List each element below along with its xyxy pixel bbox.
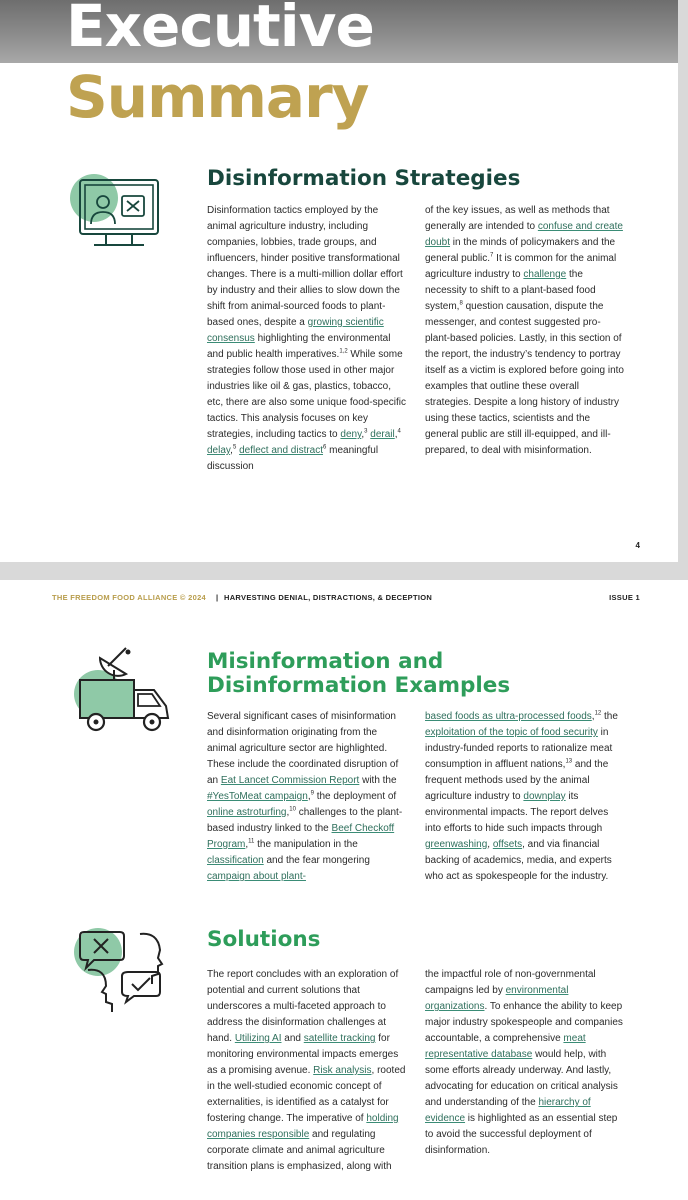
- text-run: The report concludes with an exploration of potential and current solutions that underscores a multi-faceted approach to address the disinformation challenges at hand.: [207, 969, 399, 1044]
- text-run: ,: [307, 791, 311, 802]
- inline-link[interactable]: greenwashing: [425, 839, 488, 850]
- inline-link[interactable]: holding companies responsible: [207, 1113, 399, 1140]
- inline-link[interactable]: hierarchy of evidence: [425, 1097, 591, 1124]
- text-run: the necessity to shift to a plant-based food system,: [425, 269, 596, 312]
- running-head-separator: |: [216, 593, 219, 602]
- footnote-ref: 7: [490, 252, 494, 259]
- computer-user-icon: [66, 168, 166, 254]
- text-column: [207, 967, 407, 1175]
- heading-examples-line2: Disinformation Examples: [207, 673, 511, 698]
- inline-link[interactable]: derail: [370, 429, 395, 440]
- footnote-ref: 9: [310, 790, 314, 797]
- text-run: the manipulation in the: [254, 839, 358, 850]
- inline-link[interactable]: Risk analysis: [313, 1065, 372, 1076]
- inline-link[interactable]: exploitation of the topic of food security: [425, 727, 598, 738]
- inline-link[interactable]: offsets: [492, 839, 523, 850]
- inline-link[interactable]: growing scientific consensus: [207, 317, 384, 344]
- inline-link[interactable]: confuse and create doubt: [425, 221, 623, 248]
- text-run: of the key issues, as well as methods that generally are intended to: [425, 205, 610, 232]
- footnote-ref: 1,2: [339, 348, 348, 355]
- satellite-truck-icon: [70, 644, 176, 744]
- inline-link[interactable]: deny: [340, 429, 362, 440]
- footnote-ref: 5: [232, 444, 237, 451]
- text-run: ,: [591, 711, 595, 722]
- footnote-ref: 11: [248, 838, 255, 845]
- text-run: ,: [487, 839, 493, 850]
- text-run: in the minds of policymakers and the general public.: [425, 237, 616, 264]
- text-run: its environmental impacts. The report delves into efforts to hide such impacts through: [425, 791, 609, 834]
- text-run: ,: [361, 429, 365, 440]
- inline-link[interactable]: Utilizing AI: [234, 1033, 282, 1044]
- title-executive: Executive: [66, 0, 374, 60]
- text-run: , and via financial backing of academics, media, and experts who act as spokespeople for the industry.: [425, 839, 612, 882]
- footnote-ref: 4: [397, 428, 401, 435]
- footnote-ref: 10: [289, 806, 296, 813]
- text-run: for monitoring environmental impacts emerges as a promising avenue.: [207, 1033, 399, 1076]
- footnote-ref: 12: [594, 710, 602, 717]
- footnote-ref: 8: [459, 300, 463, 307]
- text-run: and the frequent methods used by the animal agriculture industry to: [425, 759, 609, 802]
- text-column: [425, 709, 625, 885]
- text-run: . To enhance the ability to keep major industry spokespeople and companies accountable, a comprehensive: [425, 1001, 623, 1044]
- text-run: and regulating corporate climate and animal agriculture transition plans is emphasized, along with: [207, 1129, 392, 1172]
- text-run: ,: [286, 807, 290, 818]
- text-run: challenges to the plant-based industry linked to the: [207, 807, 403, 834]
- text-run: meaningful discussion: [207, 445, 379, 472]
- text-run: It is common for the animal agriculture industry to: [425, 253, 617, 280]
- inline-link[interactable]: #YesToMeat campaign: [207, 791, 308, 802]
- text-run: , rooted in the well-studied economic concept of externalities, is identified as a catalyst for fostering change. The imperative of: [207, 1065, 406, 1124]
- footnote-ref: 6: [323, 444, 327, 451]
- text-run: question causation, dispute the messenger, and contest suggested pro-plant-based policies. Lastly, in this section of the report, the industry’s tendency to portray itself as a victim is explored before going into examples that outline these overall strategies. Despite a long history of industry using these tactics, scientists and the general public are still ill-equipped, and ill-prepared, to deal with misinformation.: [425, 301, 624, 456]
- inline-link[interactable]: meat representative database: [425, 1033, 586, 1060]
- text-column: [207, 203, 407, 475]
- inline-link[interactable]: based foods as ultra-processed foods: [425, 711, 592, 722]
- text-run: the: [601, 711, 618, 722]
- report-page-4: [0, 0, 678, 562]
- dialogue-heads-icon: [72, 922, 172, 1016]
- inline-link[interactable]: online astroturfing: [207, 807, 287, 818]
- text-column: [425, 967, 625, 1159]
- inline-link[interactable]: delay: [207, 445, 231, 456]
- text-run: the impactful role of non-governmental campaigns led by: [425, 969, 596, 996]
- text-run: would help, with some efforts already underway. And lastly, advocating for education on critical analysis and understanding of the: [425, 1049, 618, 1108]
- text-run: and the fear mongering: [263, 855, 370, 866]
- running-head-issue: ISSUE 1: [609, 593, 640, 602]
- text-run: Disinformation tactics employed by the animal agriculture industry, including companies, lobbies, trade groups, and influencers, hinder positive transformational changes. There is a multi-million dollar effort by industry and their allies to slow down the shift from animal-sourced foods to plant-based ones, despite a: [207, 205, 403, 328]
- text-run: Several significant cases of misinformation and disinformation originating from the animal agriculture sector are highlighted. These include the coordinated disruption of an: [207, 711, 399, 786]
- footnote-ref: 13: [565, 758, 573, 765]
- running-head-title: HARVESTING DENIAL, DISTRACTIONS, & DECEPTION: [224, 593, 433, 602]
- text-run: in industry-funded reports to rationalize meat consumption in affluent nations,: [425, 727, 613, 770]
- inline-link[interactable]: Eat Lancet Commission Report: [220, 775, 360, 786]
- inline-link[interactable]: satellite tracking: [303, 1033, 376, 1044]
- footnote-ref: 3: [364, 428, 368, 435]
- inline-link[interactable]: deflect and distract: [239, 445, 324, 456]
- text-run: highlighting the environmental and public health imperatives.: [207, 333, 391, 360]
- text-run: the deployment of: [313, 791, 397, 802]
- heading-solutions: Solutions: [207, 927, 321, 952]
- inline-link[interactable]: Beef Checkoff Program: [207, 823, 395, 850]
- text-column: [425, 203, 625, 459]
- heading-disinformation-strategies: Disinformation Strategies: [207, 166, 521, 191]
- text-run: ,: [394, 429, 398, 440]
- heading-examples: [207, 650, 510, 698]
- text-run: While some strategies follow those used in other major industries like oil & gas, plastics, tobacco, etc, there are also some unique food-specific tactics. This analysis focuses on key strategies, including tactics to: [207, 349, 406, 440]
- text-run: ,: [230, 445, 233, 456]
- inline-link[interactable]: classification: [207, 855, 264, 866]
- report-page-5: [0, 580, 688, 1200]
- text-run: is highlighted as an essential step to avoid the successful deployment of disinformation.: [425, 1113, 618, 1156]
- inline-link[interactable]: environmental organizations: [425, 985, 569, 1012]
- inline-link[interactable]: campaign about plant-: [207, 871, 306, 882]
- text-run: with the: [359, 775, 397, 786]
- page-number: 4: [635, 541, 640, 550]
- text-column: [207, 709, 407, 885]
- title-summary: Summary: [66, 63, 369, 131]
- inline-link[interactable]: challenge: [523, 269, 567, 280]
- heading-examples-line1: Misinformation and: [207, 649, 444, 674]
- text-run: and: [281, 1033, 304, 1044]
- running-head-publisher: THE FREEDOM FOOD ALLIANCE © 2024: [52, 593, 207, 602]
- inline-link[interactable]: downplay: [523, 791, 566, 802]
- text-run: ,: [245, 839, 249, 850]
